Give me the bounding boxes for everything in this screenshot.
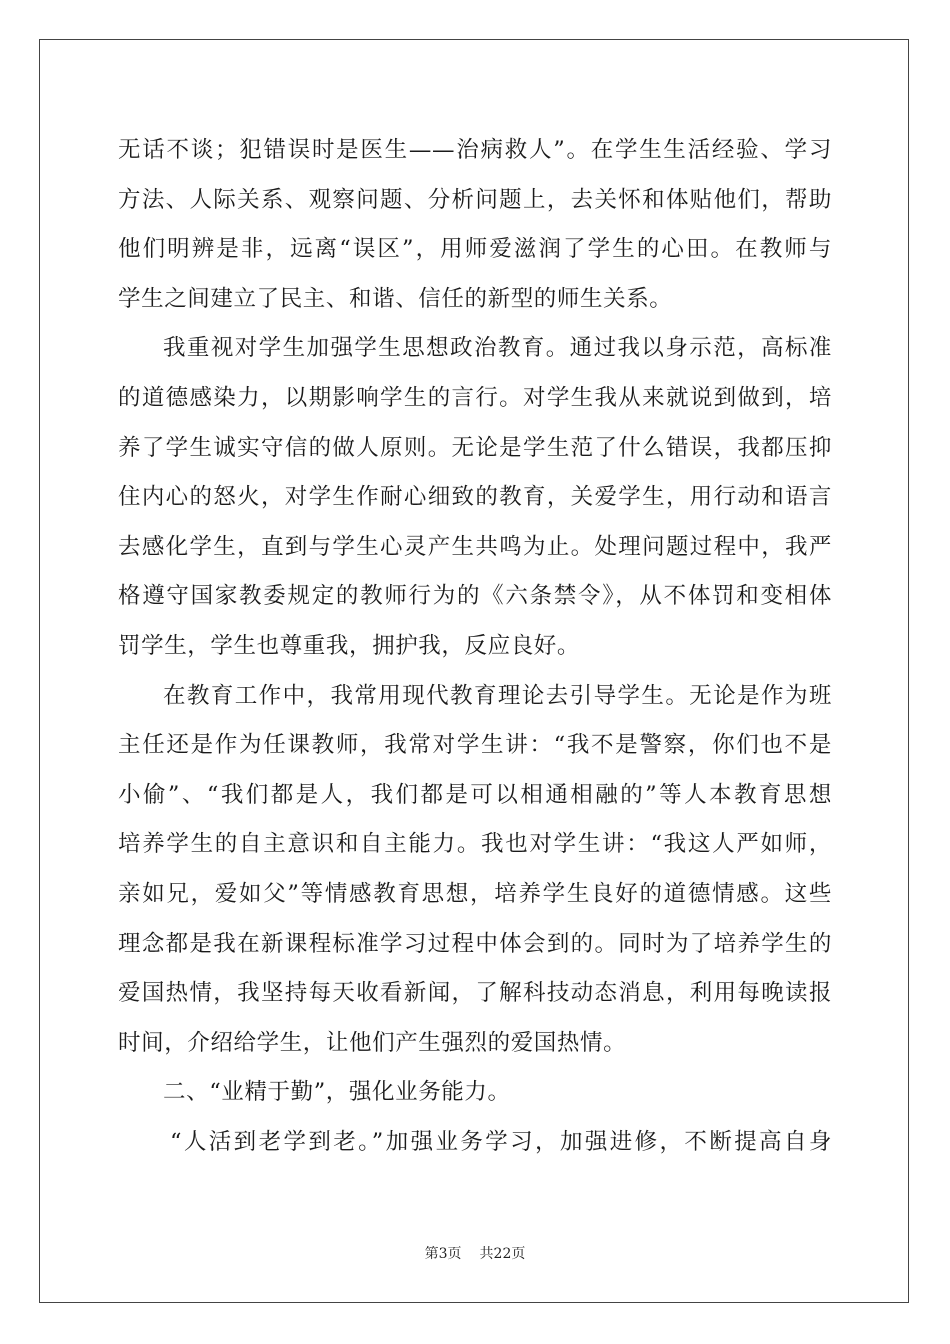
text-line: 无话不谈；犯错误时是医生——治病救人”。在学生生活经验、学习 [118,137,832,163]
text-line: 格遵守国家教委规定的教师行为的《六条禁令》，从不体罚和变相体 [118,583,832,610]
text-line: 罚学生，学生也尊重我，拥护我，反应良好。 [118,632,581,659]
text-line: “人活到老学到老。”加强业务学习，加强进修，不断提高自身 [170,1128,832,1155]
text-line: 养了学生诚实守信的做人原则。无论是学生范了什么错误，我都压抑 [118,434,832,461]
page-footer [0,1243,950,1263]
text-line: 去感化学生，直到与学生心灵产生共鸣为止。处理问题过程中，我严 [118,533,832,560]
text-line: 小偷”、“我们都是人，我们都是可以相通相融的”等人本教育思想 [118,781,832,808]
text-line: 方法、人际关系、观察问题、分析问题上，去关怀和体贴他们，帮助 [118,186,832,213]
text-line: 二、“业精于勤”，强化业务能力。 [163,1079,511,1106]
text-line: 学生之间建立了民主、和谐、信任的新型的师生关系。 [118,285,673,312]
text-line: 在教育工作中，我常用现代教育理论去引导学生。无论是作为班 [163,682,832,709]
text-line: 亲如兄，爱如父”等情感教育思想，培养学生良好的道德情感。这些 [118,880,832,907]
text-line: 他们明辨是非，远离“误区”，用师爱滋润了学生的心田。在教师与 [118,236,832,263]
text-line: 住内心的怒火，对学生作耐心细致的教育，关爱学生，用行动和语言 [118,484,832,511]
page-total: 共22页 [479,1246,526,1262]
text-line: 主任还是作为任课教师，我常对学生讲：“我不是警察，你们也不是 [118,732,832,759]
document-body [118,126,832,1167]
text-line: 理念都是我在新课程标准学习过程中体会到的。同时为了培养学生的 [118,930,832,957]
text-line: 培养学生的自主意识和自主能力。我也对学生讲：“我这人严如师， [118,831,832,858]
text-line: 的道德感染力，以期影响学生的言行。对学生我从来就说到做到，培 [118,384,832,411]
text-line: 爱国热情，我坚持每天收看新闻，了解科技动态消息，利用每晚读报 [118,980,832,1007]
text-line: 时间，介绍给学生，让他们产生强烈的爱国热情。 [118,1029,627,1056]
page-number: 第3页 [424,1246,462,1262]
text-line: 我重视对学生加强学生思想政治教育。通过我以身示范，高标准 [163,335,832,362]
